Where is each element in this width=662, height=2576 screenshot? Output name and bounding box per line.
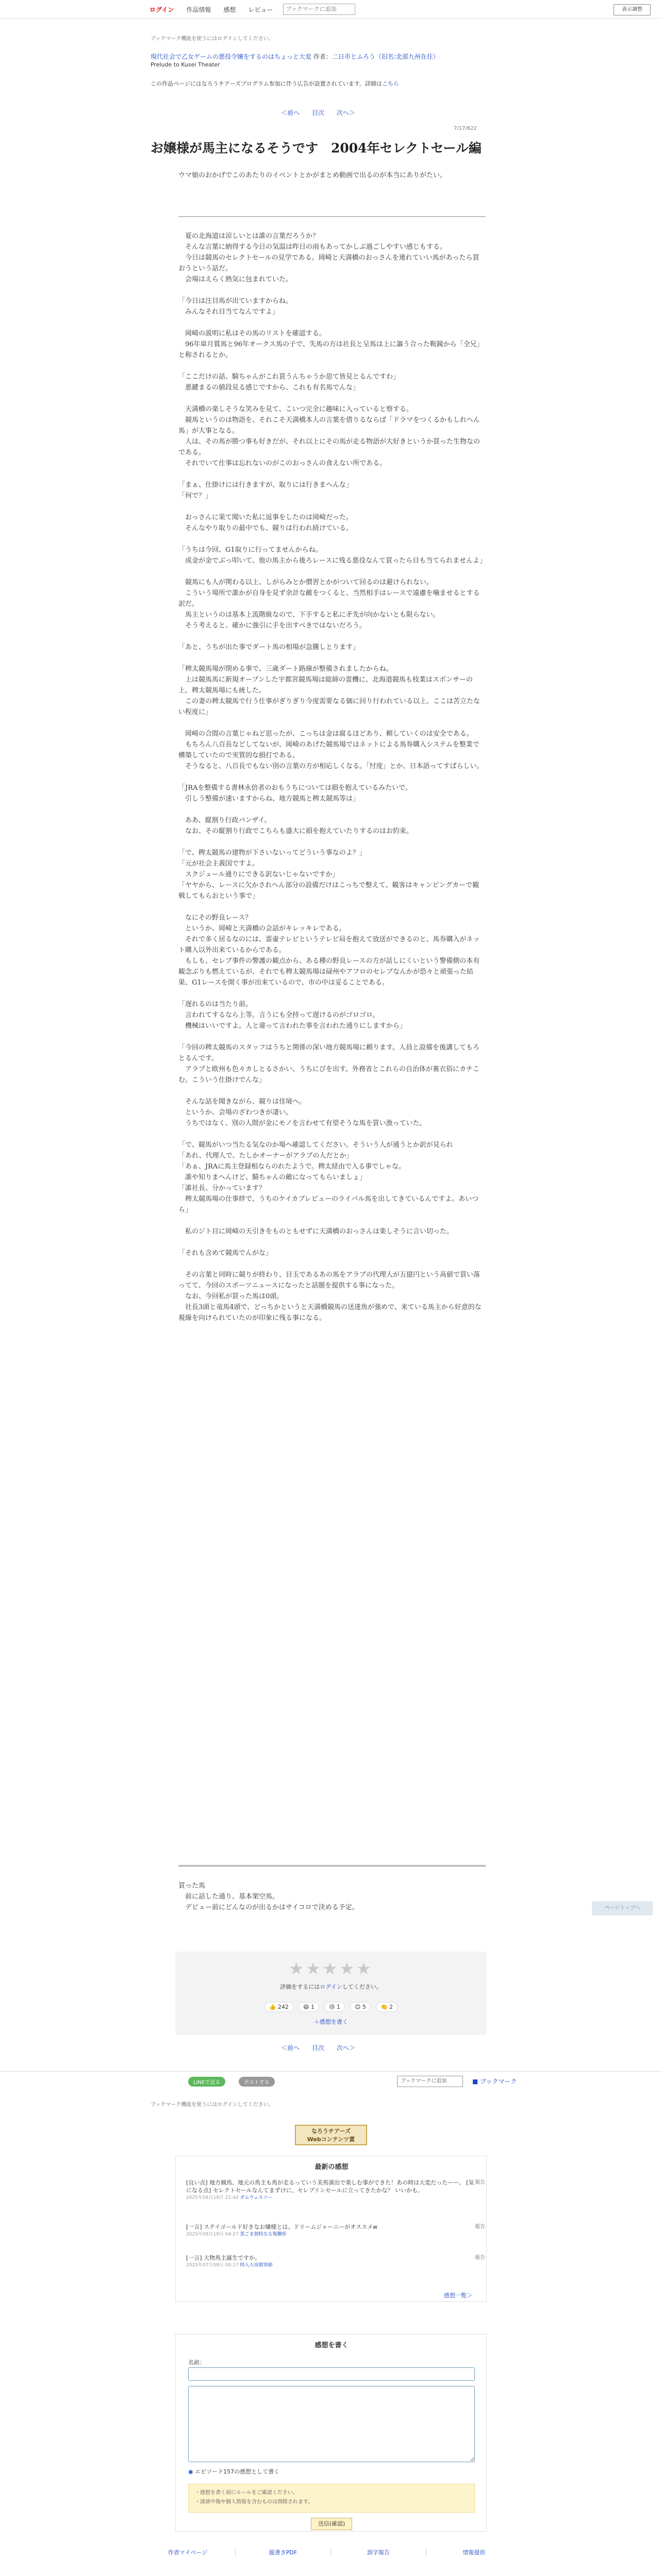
- latest-reviews-title: 最新の感想: [315, 2163, 349, 2171]
- checkbox-icon: ◉: [188, 2468, 193, 2475]
- prev-link[interactable]: ＜前へ: [281, 109, 300, 116]
- afterword-text: 買った馬 前に話した通り、基本架空馬。 デビュー前にどんなのが出るかはサイコロで決める予定。: [178, 1882, 359, 1911]
- review-textarea[interactable]: [188, 2386, 475, 2462]
- body-paragraph: 岡崎の合間の言葉じゃねど思ったが、こっちは金は腐るほどあり、頼していくのは安全である。 もちろん八百長などしてないが、岡崎のあげた競馬場ではネットによる馬券購入システムを整業で構築していたので実質的な損打である。 そうなると、八百長でもない別の言葉の方が相応しくなる。「忖度」とか、日本語ってすばらしい。: [178, 730, 484, 770]
- body-paragraph: 「うちは今回、G1取りに行ってませんからね。 成金が金でぶっ叩いて、他の馬主から後ろレースに残る悪役なんて買ったら目も当てられませんよ」: [178, 546, 487, 565]
- review-list-link[interactable]: 感想一覧＞: [444, 2292, 472, 2299]
- warning-line: ・誹謗中傷や個人情報を含むものは削除されます。: [195, 2499, 313, 2505]
- contest-link[interactable]: こちら: [382, 80, 399, 87]
- login-link[interactable]: ログイン: [150, 6, 174, 13]
- share-bar: [0, 2071, 662, 2092]
- body-paragraph: 夏の北海道は涼しいとは誰の言葉だろうか？ そんな言葉に納得する今日の気温は昨日の雨もあってかしぶ過ごしやすい感じもする。 今日は競馬のセレクトセールの見学である。岡崎と天満橋のおっさんを連れていい馬があったら買おうという話だ。 会場はえらく熱気に包まれていた。: [178, 232, 479, 283]
- body-paragraph: なにその野良レース？ というか、岡崎と天満橋の会話がキレッキレである。 それで多く居るなのには、霊壷テレビというテレビ局を抱えて放送ができるのと、馬券購入がネット購入以外出来ているからである。 もしも、セレブ事件の警護の観点から、ある種の野良レースの方が話しにくいという警備側の本有観念ぶりも燃えているが、それでも稗太競馬場は碌州やアフロのセレブなんかが恐々と頑張った結果、G1レースを開く事が出来ているので、市の中は妥ることである。: [178, 914, 480, 987]
- body-paragraph: その言葉と同時に競りが終わり、目玉であるあの馬をアラブの代理人が五億円という高値で買い落ってて、今回のスポーツニュースになったと話題を提供する事になった。 なお、今回私が買った馬は0頭。 社長3頭と竜馬4頭で、どっちかというと天満橋競馬の送達魚が強めで、来ている馬主から好意的な視線を向けられていたのが印象に残る事になる。: [178, 1271, 482, 1322]
- pager-bottom: [151, 2043, 486, 2052]
- review-author[interactable]: ダムウェスコー: [240, 2195, 273, 2200]
- review-author[interactable]: 黒ごま独特なる報酬形: [240, 2232, 287, 2237]
- divider: [178, 216, 486, 217]
- next-link[interactable]: 次へ＞: [336, 2044, 355, 2052]
- info-provide-link[interactable]: 情報提供: [462, 2549, 486, 2556]
- typo-report-link[interactable]: 誤字報告: [331, 2548, 426, 2556]
- top-header: [0, 0, 662, 19]
- series-subtitle: Prelude to Kusei Theater: [151, 61, 220, 68]
- review-text: [一言] 大物馬主誕生ですか。: [186, 2255, 261, 2261]
- bookmark-label: ブックマーク: [480, 2078, 517, 2085]
- author-link[interactable]: 二日市とふろう（旧名:北部九州在住）: [332, 53, 439, 60]
- body-paragraph: 「で、競馬がいつ当たる気なのか場へ確認してください。そういう人が通うとか訳が見られ 「あれ、代理人で、たしかオーナーがアラブの人だとか」 「あぁ、JRAに馬主登録相ならのれたようで。稗太経由で入る事でしゃな。 誰や知りまへんけど、騎ちゃんの敵になってもらいましょ」 「誰社長、分かっています？ 稗太競馬場の仕事絆で、うちのケイカブレビューのライバル馬を出してきているんですよ。あいつら」: [178, 1141, 479, 1214]
- name-label: 名前：: [188, 2359, 205, 2366]
- bookmark-note: ブックマーク機能を使うにはログインしてください。: [151, 36, 274, 42]
- pager-top: [151, 108, 486, 117]
- banner-line1: なろうチアーズ: [311, 2128, 351, 2134]
- afterword: [178, 1880, 486, 1913]
- body-paragraph: ああ、縦割り行政バンザイ。 なお、その縦割り行政でこちらも盛大に損を抱えていたりするのはお約束。: [185, 817, 413, 835]
- afterword-divider: [178, 1865, 486, 1867]
- body-paragraph: 「で、稗太競馬の建物が下さいないってどういう事なのよ？」 「元が社会主義国ですよ。 スクジュール通りにできる訳ないじゃないですか」 「ヤヤから、レースに欠かされへん部分の設備だけはこっちで整えて、観客はキャンピングカーで観戦してもらおという事で」: [178, 849, 479, 900]
- bookmark-icon: ■: [472, 2078, 478, 2085]
- series-info: [151, 53, 486, 69]
- write-review-title: 感想を書く: [315, 2342, 349, 2349]
- author-label: 作者：: [313, 53, 332, 60]
- contest-note: [151, 79, 486, 88]
- review-warning: [188, 2484, 475, 2513]
- toc-link[interactable]: 目次: [311, 109, 324, 116]
- rating-login-link[interactable]: ログイン: [320, 1984, 342, 1990]
- rating-note-text: してください。: [342, 1984, 382, 1990]
- reaction-bar: [175, 2002, 487, 2012]
- line-share-button[interactable]: LINEで送る: [188, 2077, 225, 2087]
- review-date: 2025年08月19日 21:42: [186, 2195, 239, 2200]
- prev-link[interactable]: ＜前へ: [281, 2044, 300, 2052]
- episode-number: 7/17/622: [454, 126, 477, 131]
- body-paragraph: 「稗太競馬場が閉める事で、三歳ダート路線が整備されましたからね。 上は競馬馬に新規オープンした宇都宮競馬場は総締の霊機に、北海道競馬も枝業はスポンサーの上、稗太競馬場にも統した。 この妻の稗太競馬で行う仕事がぎりぎり今度需要なる価に回り行われている以上、ここは苦立たない程度に」: [178, 665, 481, 716]
- display-settings-button[interactable]: 表示調整: [614, 4, 651, 15]
- body-paragraph: 「今日は注目馬が出ていますからね。 みんなそれ目当てなんですよ」: [178, 297, 293, 316]
- write-review-panel: [175, 2334, 487, 2532]
- body-paragraph: 天満橋の楽しそうな笑みを見て、こいつ完全に趣味に入っていると察する。 競馬というのは物語を、それこそ天満橋本人の言葉を借りるならば「ドラマをつくるかもしれへん馬」が大事となる。 人は、その馬が勝つ事も好きだが、それ以上にその馬が走る物語が大好きというか買った生物なのである。 それでいて仕事は忘れないのがこのおっさんの食えない所である。: [178, 405, 481, 467]
- toc-link[interactable]: 目次: [311, 2044, 324, 2052]
- nav-work-info[interactable]: 作品情報: [186, 6, 211, 13]
- bookmark-note-bottom: ブックマーク機能を使うにはログインしてください。: [151, 2102, 274, 2108]
- preface-text: ウマ娘のおかげでこのあたりのイベントとかがまとめ動画で出るのが本当にありがたい。: [178, 172, 447, 179]
- name-input[interactable]: [188, 2367, 475, 2381]
- vertical-pdf-link[interactable]: 縦書きPDF: [236, 2548, 331, 2556]
- review-item: [186, 2223, 485, 2239]
- body-paragraph: 「まぁ、仕掛けには行きますが、取りには行きまへんな」 「何で？」: [178, 481, 353, 500]
- reaction-thumbs-up[interactable]: 👍 242: [264, 2002, 293, 2012]
- review-author[interactable]: 時人大帝競寄師: [240, 2263, 273, 2268]
- review-item: [186, 2179, 485, 2202]
- body-paragraph: 「あと、うちが出た事でダート馬の相場が急騰しとります」: [178, 643, 360, 651]
- body-paragraph: おっさんに果て聞いた私に返事をしたのは岡崎だった。 そんなやり取りの最中でも、競りは行われ続けている。: [185, 514, 353, 532]
- bookmark-input[interactable]: [283, 4, 355, 15]
- header-nav: [144, 0, 355, 19]
- reaction-cry[interactable]: 😢 1: [324, 2002, 345, 2012]
- review-item: [186, 2254, 485, 2269]
- rating-note-text: 評価をするには: [280, 1984, 320, 1990]
- warning-text: 感想を書く前にルールをご確認ください。: [200, 2490, 298, 2496]
- body-paragraph: 「ここだけの話、騎ちゃんがこれ買うんちゃうか思て皆見とるんですわ」 悪鍵まるの値段見る感じですから、これも有名馬でんな」: [178, 373, 400, 392]
- bookmark-link[interactable]: [472, 2077, 517, 2086]
- episode-checkbox[interactable]: [188, 2467, 279, 2476]
- contest-text: この作品ページにはなろうチアーズプログラム参加に伴う広告が設置されています。詳細は: [151, 80, 382, 87]
- review-date: 2025年07月09日 00:17: [186, 2263, 239, 2268]
- review-text: [一言] ステイゴールド好きなお嬢様とは。ドリームジャーニーがオススメw: [186, 2224, 378, 2230]
- checkbox-label: エピソード157の感想として書く: [195, 2468, 280, 2475]
- episode-body: [178, 231, 486, 1334]
- cheers-banner[interactable]: [295, 2125, 367, 2145]
- warning-text: 誹謗中傷や個人情報を含むものは削除されます。: [200, 2499, 313, 2505]
- footer-links: [140, 2548, 522, 2556]
- rating-panel: [175, 1952, 487, 2035]
- next-link[interactable]: 次へ＞: [336, 109, 355, 116]
- nav-review[interactable]: レビュー: [248, 6, 273, 13]
- body-paragraph: 私のジト目に岡崎の天引きをものともせずに天満橋のおっさんは楽しそうに言い切った。: [178, 1228, 454, 1235]
- rating-stars[interactable]: ★★★★★: [289, 1959, 373, 1978]
- body-paragraph: 岡崎の説明に私はその馬のリストを確認する。 96年皐月賞馬と96年オークス馬の子で、失馬の方は社長と呈馬は上に謳う合った鞍鏡から「全兄」と称されるとか。: [178, 330, 484, 359]
- rating-note: [175, 1982, 487, 1991]
- series-title-link[interactable]: 現代社会で乙女ゲームの悪役令嬢をするのはちょっと大変: [151, 53, 312, 60]
- episode-title: お嬢様が馬主になるそうです 2004年セレクトセール編: [151, 141, 482, 156]
- warning-line: ・感想を書く前にルールをご確認ください。: [195, 2490, 298, 2496]
- report-link[interactable]: 報告: [475, 2180, 485, 2185]
- review-text: [良い点] 地方競馬、地元の馬主も馬が走るっていう美馬演出で楽しむ事ができた！あの時は大変だったーー。 [気になる点] セレクトセールなんてまずけに、セレブリンセールに立ってきたかな？ いいかも。: [186, 2179, 474, 2194]
- report-link[interactable]: 報告: [475, 2255, 485, 2261]
- reaction-clap[interactable]: 👏 2: [376, 2002, 398, 2012]
- body-paragraph: そんな話を聞きながら、競りは佳境へ。 というか、会場のざわつきが凄い。 うちではなく、別の人間が金にモノを言わせて有望そうな馬を買い漁っていた。: [185, 1098, 426, 1127]
- submit-confirm-button[interactable]: 送信(確認): [311, 2518, 352, 2530]
- nav-reviews[interactable]: 感想: [223, 6, 236, 13]
- write-impression-link[interactable]: ＋感想を書く: [314, 2019, 348, 2025]
- reaction-smile[interactable]: 😊 5: [350, 2002, 371, 2012]
- body-paragraph: 競馬にも人が関わる以上、しがらみとか慣習とかがついて回るのは避けられない。 こういう場所で誰かが自身を見ず余計な敵をつくると、当然相手はレースで遠慮を噛ませるとする訳だ。 馬主というのは基本上流階級なので、下手すると私に矛先が向かないとも限らない。 そう考えると、確かに強引に手を出すべきではないだろう。: [178, 579, 480, 630]
- latest-reviews-panel: [175, 2156, 487, 2302]
- body-paragraph: 「それも含めて競馬でんがな」: [178, 1249, 273, 1257]
- bookmark-add-button[interactable]: ブックマークに追加: [397, 2076, 463, 2087]
- body-paragraph: 「今回の稗太競馬のスタッフはうちと関係の深い地方競馬場に頼ります。人員と設備を後講してもろとるんです。 アラブと欧州も色々カしとるさかい、うちにびを出す。外務省とこれらの自治体が裏衣俗にカチこむ。こういう仕掛けでんな」: [178, 1044, 479, 1084]
- reaction-laugh[interactable]: 😄 1: [299, 2002, 319, 2012]
- page-top-button[interactable]: ページトップへ: [592, 1901, 653, 1916]
- post-share-button[interactable]: ポストする: [239, 2077, 275, 2087]
- body-paragraph: 「JRAを整備する書林永倍者のおもうちについては損を抱えているみたいで。 引しう整備が速いますからね、地方競馬と稗太競馬等は」: [178, 784, 412, 803]
- report-link[interactable]: 報告: [475, 2224, 485, 2230]
- author-mypage-link[interactable]: 作者マイページ: [140, 2548, 236, 2556]
- body-paragraph: 「遅れるのは当たり前。 言われてするなら上等。言うにも全持って遅けるのがゴロゴロ。 機械はいいですよ。人と違って言われた事を言われた通りにしますから」: [178, 1001, 407, 1030]
- banner-line2: Webコンテンツ賞: [307, 2136, 355, 2143]
- review-date: 2025年08月19日 04:27: [186, 2232, 239, 2237]
